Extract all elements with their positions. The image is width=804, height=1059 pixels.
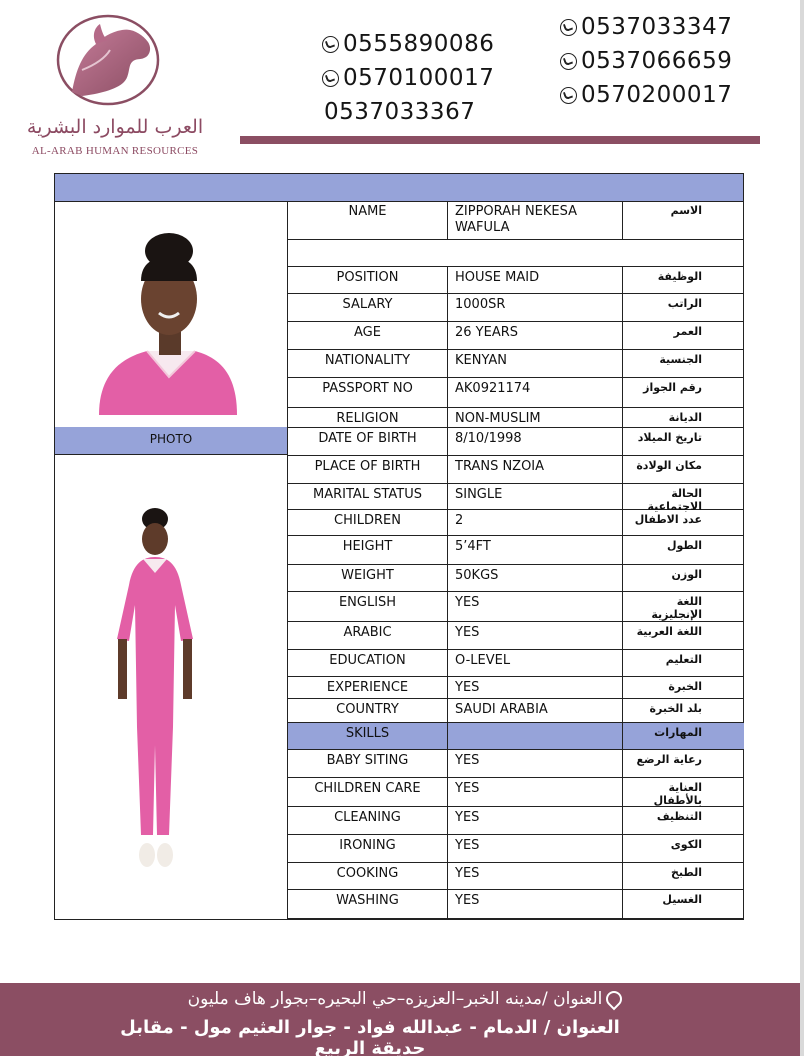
- field-label-arabic: الغسيل: [662, 893, 702, 906]
- phone-number: 0537033347: [560, 10, 732, 44]
- table-row: [288, 863, 744, 890]
- table-row: [288, 510, 744, 536]
- field-label-arabic: بلد الخبرة: [649, 702, 702, 715]
- field-label: PLACE OF BIRTH: [288, 456, 448, 483]
- field-label: MARITAL STATUS: [288, 484, 448, 509]
- company-logo: [0, 8, 236, 158]
- field-label: COOKING: [288, 863, 448, 889]
- field-label-arabic: رقم الجواز: [643, 381, 702, 394]
- field-label-arabic: الاسم: [670, 204, 702, 217]
- field-value: YES: [448, 807, 623, 834]
- field-label: BABY SITING: [288, 750, 448, 777]
- table-row: [288, 201, 744, 240]
- field-value: YES: [448, 835, 623, 862]
- field-label: DATE OF BIRTH: [288, 428, 448, 455]
- field-label-arabic: الراتب: [667, 297, 702, 310]
- table-row: [288, 378, 744, 408]
- person-full-body-icon: [55, 455, 287, 919]
- phone-number: 0570100017: [322, 61, 494, 95]
- field-label: WASHING: [288, 890, 448, 918]
- table-row: [288, 835, 744, 863]
- table-row: [288, 294, 744, 322]
- field-label-arabic: اللغة العربية: [636, 625, 702, 638]
- table-row: [288, 807, 744, 835]
- field-label: AGE: [288, 322, 448, 349]
- field-value: KENYAN: [448, 350, 623, 377]
- location-pin-icon: [603, 988, 626, 1011]
- field-value: YES: [448, 622, 623, 649]
- field-label: SKILLS: [288, 723, 448, 749]
- field-label: ENGLISH: [288, 592, 448, 621]
- table-row: [288, 677, 744, 699]
- table-row: [288, 565, 744, 592]
- field-label: ARABIC: [288, 622, 448, 649]
- table-row: [288, 890, 744, 919]
- field-label: COUNTRY: [288, 699, 448, 722]
- field-value: NON-MUSLIM: [448, 408, 623, 427]
- field-label-arabic: الديانة: [668, 411, 702, 424]
- field-label: EDUCATION: [288, 650, 448, 676]
- field-label: RELIGION: [288, 408, 448, 427]
- phone-list-middle: [322, 27, 494, 129]
- cv-form: [54, 173, 744, 920]
- field-value: 50KGS: [448, 565, 623, 591]
- field-value: YES: [448, 750, 623, 777]
- field-value: AK0921174: [448, 378, 623, 407]
- phone-number: 0537066659: [560, 44, 732, 78]
- table-row: [288, 699, 744, 723]
- photo-label: PHOTO: [55, 427, 287, 455]
- field-label-arabic: الكوى: [670, 838, 702, 851]
- field-value: 1000SR: [448, 294, 623, 321]
- field-label-arabic: العناية بالأطفال: [653, 781, 702, 807]
- field-value: 2: [448, 510, 623, 535]
- field-label-arabic: التعليم: [665, 653, 702, 666]
- table-row: [288, 750, 744, 778]
- field-label: POSITION: [288, 267, 448, 293]
- field-label: NAME: [288, 201, 448, 239]
- table-row: [288, 322, 744, 350]
- table-row: [288, 650, 744, 677]
- field-value: YES: [448, 677, 623, 698]
- phone-number: 0537033367: [324, 99, 476, 125]
- table-row: [288, 536, 744, 565]
- logo-text-arabic: العرب للموارد البشرية: [26, 116, 204, 138]
- page-edge: [800, 0, 804, 1056]
- table-row: [288, 484, 744, 513]
- form-header-band: [55, 174, 743, 202]
- field-value: [448, 723, 623, 749]
- field-label-arabic: مكان الولادة: [636, 459, 702, 472]
- phone-number: 0555890086: [322, 27, 494, 61]
- field-value: YES: [448, 778, 623, 806]
- field-label: WEIGHT: [288, 565, 448, 591]
- field-value: 26 YEARS: [448, 322, 623, 349]
- phone-icon: [560, 53, 577, 70]
- blank-row: [288, 240, 744, 267]
- field-value: 5’4FT: [448, 536, 623, 564]
- field-value: SAUDI ARABIA: [448, 699, 623, 722]
- footer-address-1: العنوان /مدينه الخبر–العزيزه–حي البحيره–بجوار هاف مليون: [150, 989, 660, 1009]
- field-label: NATIONALITY: [288, 350, 448, 377]
- field-label-arabic: اللغة الإنجليزية: [651, 595, 702, 621]
- phone-number: 0570200017: [560, 78, 732, 112]
- field-value: ZIPPORAH NEKESA WAFULA: [448, 201, 623, 239]
- full-body-photo: [55, 455, 287, 919]
- phone-icon: [560, 19, 577, 36]
- field-label: IRONING: [288, 835, 448, 862]
- header-divider-bar: [240, 136, 760, 144]
- phone-list-right: [560, 10, 732, 112]
- field-label-arabic: المهارات: [654, 726, 702, 739]
- field-label-arabic: الحالة الاجتماعية: [647, 487, 702, 513]
- horse-logo-icon: [52, 10, 164, 110]
- field-label: EXPERIENCE: [288, 677, 448, 698]
- field-label-arabic: الجنسية: [659, 353, 702, 366]
- footer-address-2: العنوان / الدمام - عبدالله فواد - جوار العثيم مول - مقابل حديقة الربيع: [120, 1017, 620, 1059]
- field-label-arabic: التنظيف: [656, 810, 702, 823]
- field-label-arabic: عدد الاطفال: [634, 513, 702, 526]
- photo-column: [55, 201, 288, 919]
- phone-icon: [322, 36, 339, 53]
- field-value: 8/10/1998: [448, 428, 623, 455]
- field-label: CHILDREN: [288, 510, 448, 535]
- table-row: [288, 428, 744, 456]
- footer-address-bar: [0, 983, 804, 1059]
- field-value: SINGLE: [448, 484, 623, 509]
- table-row: [288, 456, 744, 484]
- field-label: CHILDREN CARE: [288, 778, 448, 806]
- field-value: YES: [448, 592, 623, 621]
- field-label-arabic: الوزن: [671, 568, 702, 581]
- field-value: O-LEVEL: [448, 650, 623, 676]
- field-label: PASSPORT NO: [288, 378, 448, 407]
- phone-icon: [560, 87, 577, 104]
- field-value: HOUSE MAID: [448, 267, 623, 293]
- field-label-arabic: تاريخ الميلاد: [637, 431, 702, 444]
- table-row: [288, 350, 744, 378]
- field-label: SALARY: [288, 294, 448, 321]
- field-value: YES: [448, 890, 623, 918]
- field-value: YES: [448, 863, 623, 889]
- field-label-arabic: رعاية الرضع: [636, 753, 702, 766]
- field-label-arabic: الوظيفة: [657, 270, 702, 283]
- person-portrait-icon: [55, 201, 287, 427]
- field-label-arabic: الطبخ: [670, 866, 702, 879]
- field-value: TRANS NZOIA: [448, 456, 623, 483]
- table-row: [288, 622, 744, 650]
- logo-text-english: AL-ARAB HUMAN RESOURCES: [31, 145, 199, 157]
- field-label-arabic: الخبرة: [668, 680, 702, 693]
- table-row: [288, 778, 744, 807]
- field-label: HEIGHT: [288, 536, 448, 564]
- table-row: [288, 592, 744, 622]
- table-row: [288, 408, 744, 428]
- phone-icon: [322, 70, 339, 87]
- field-label-arabic: الطول: [666, 539, 702, 552]
- field-label: CLEANING: [288, 807, 448, 834]
- table-row: [288, 723, 744, 750]
- field-label-arabic: العمر: [673, 325, 702, 338]
- table-row: [288, 267, 744, 294]
- portrait-photo: [55, 201, 287, 428]
